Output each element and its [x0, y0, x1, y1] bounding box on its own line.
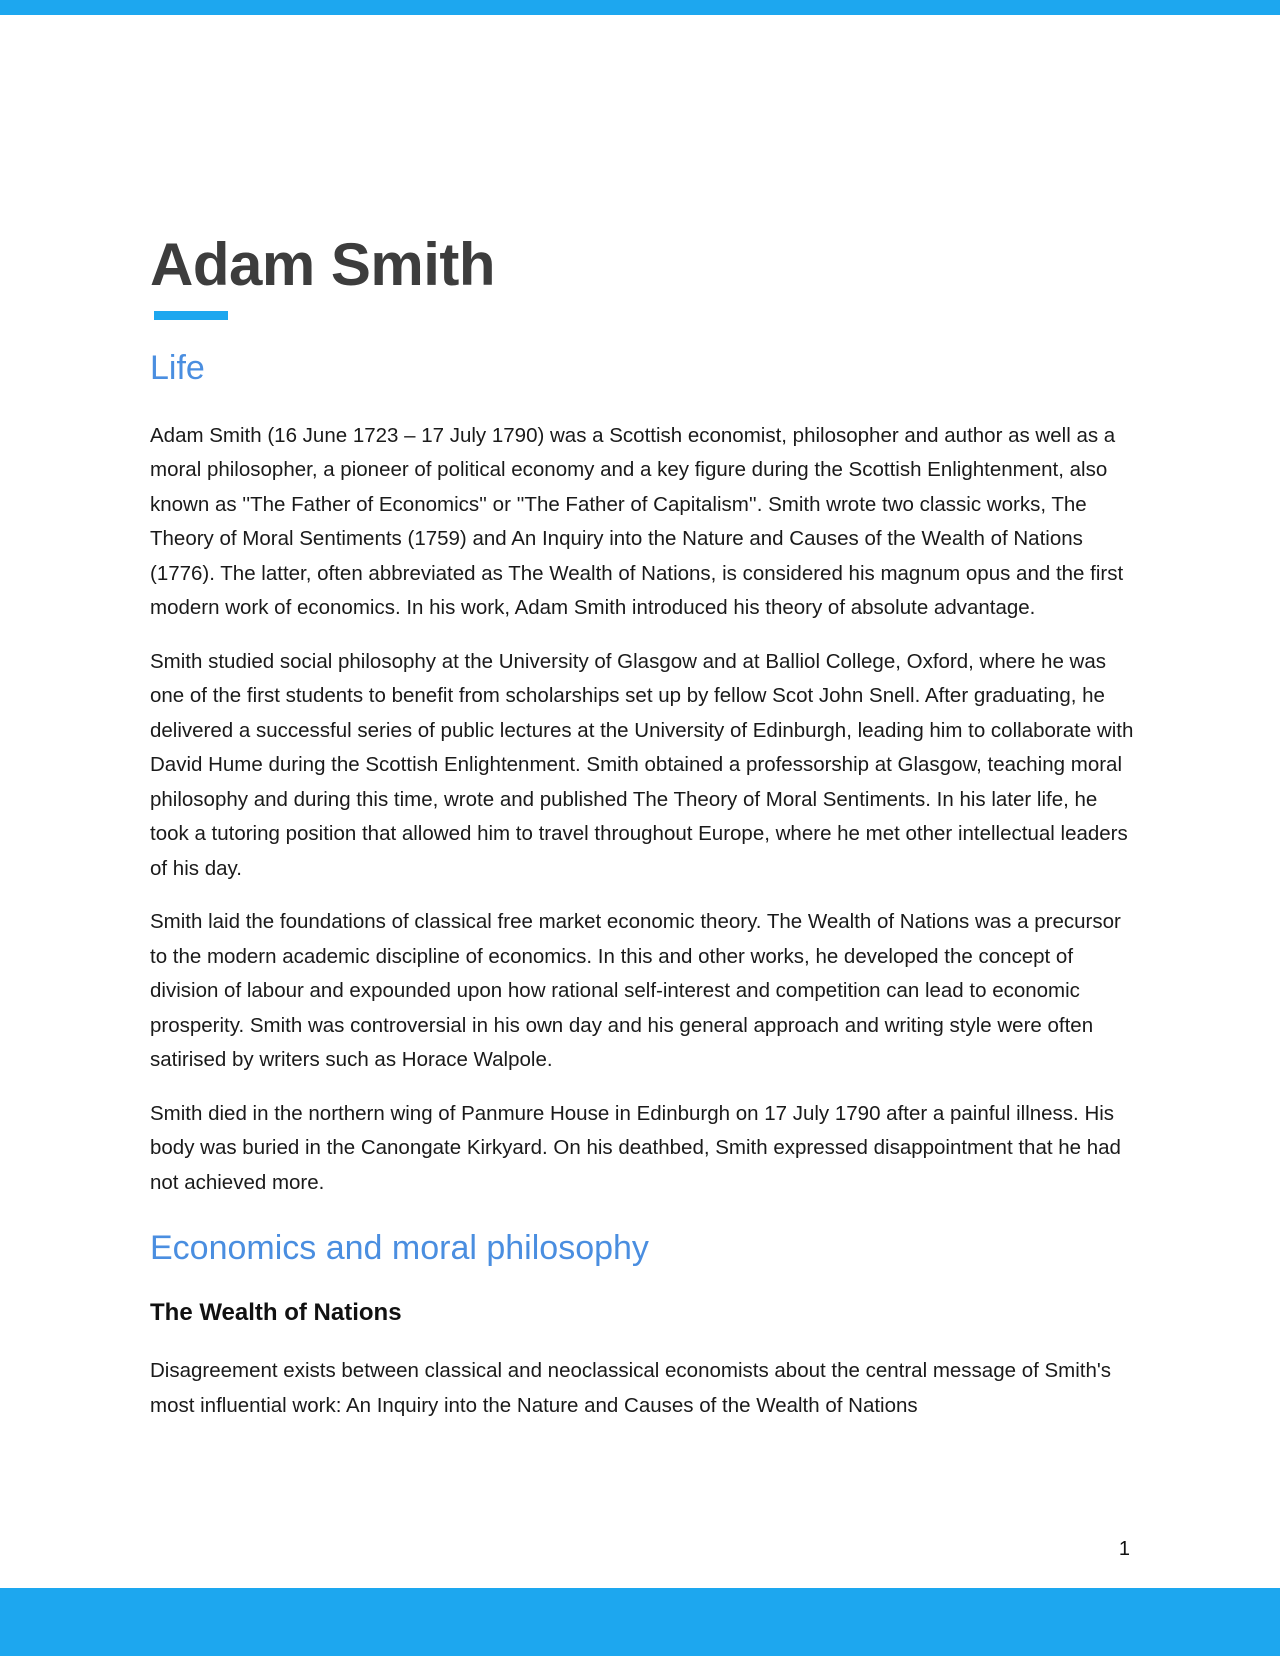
page-number: 1 — [1118, 1538, 1130, 1560]
document-title: Adam Smith — [150, 231, 496, 298]
top-accent-bar — [0, 0, 1280, 15]
paragraph: Smith laid the foundations of classical free market economic theory. The Wealth of Nations was a precursor to the modern academic discipline of economics. In this and other works, he developed the concept of division of labour and expounded upon how rational self-interest and competition can lead to economic prosperity. Smith was controversial in his own day and his general approach and writing style were often satirised by writers such as Horace Walpole. — [150, 910, 1121, 1072]
title-underline — [154, 311, 228, 320]
bottom-accent-bar — [0, 1588, 1280, 1656]
paragraph: Adam Smith (16 June 1723 – 17 July 1790) was a Scottish economist, philosopher and author as well as a moral philosopher, a pioneer of political economy and a key figure during the Scottish Enlightenment, also known as ''The Father of Economics'' or ''The Father of Capitalism''. Smith wrote two classic works, The Theory of Moral Sentiments (1759) and An Inquiry into the Nature and Causes of the Wealth of Nations (1776). The latter, often abbreviated as The Wealth of Nations, is considered his magnum opus and the first modern work of economics. In his work, Adam Smith introduced his theory of absolute advantage. — [150, 423, 1124, 620]
document-body — [150, 230, 1140, 1423]
paragraph: Smith studied social philosophy at the University of Glasgow and at Balliol College, Oxford, where he was one of the first students to benefit from scholarships set up by fellow Scot John Snell. After graduating, he delivered a successful series of public lectures at the University of Edinburgh, leading him to collaborate with David Hume during the Scottish Enlightenment. Smith obtained a professorship at Glasgow, teaching moral philosophy and during this time, wrote and published The Theory of Moral Sentiments. In his later life, he took a tutoring position that allowed him to travel throughout Europe, where he met other intellectual leaders of his day. — [150, 649, 1134, 880]
subheading-wealth-of-nations: The Wealth of Nations — [150, 1299, 402, 1327]
paragraph: Smith died in the northern wing of Panmure House in Edinburgh on 17 July 1790 after a painful illness. His body was buried in the Canongate Kirkyard. On his deathbed, Smith expressed disappointment that he had not achieved more. — [150, 1101, 1121, 1194]
paragraph: Disagreement exists between classical and neoclassical economists about the central message of Smith's most influential work: An Inquiry into the Nature and Causes of the Wealth of Nations — [150, 1359, 1112, 1417]
section-heading-life: Life — [150, 349, 205, 387]
section-heading-economics: Economics and moral philosophy — [150, 1229, 649, 1268]
